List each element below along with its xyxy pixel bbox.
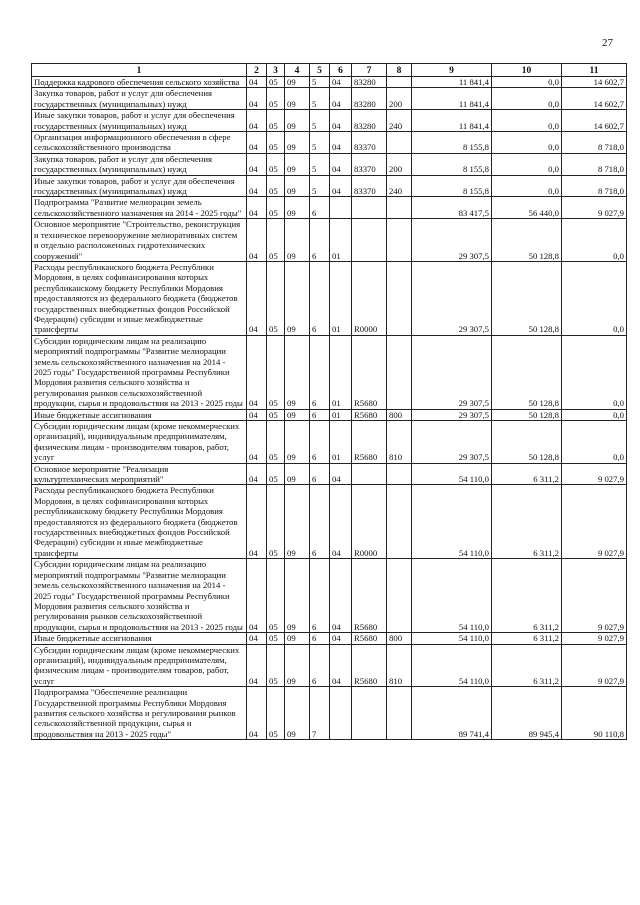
table-row	[32, 644, 627, 687]
code-cell	[387, 485, 412, 559]
amount-cell: 6 311,2	[492, 633, 562, 644]
code-cell: R0000	[352, 261, 387, 335]
code-cell	[352, 219, 387, 262]
column-header: 2	[247, 64, 267, 77]
amount-cell: 14 602,7	[562, 110, 627, 132]
amount-cell: 9 027,9	[562, 559, 627, 633]
code-cell: 6	[310, 633, 330, 644]
code-cell: 83280	[352, 77, 387, 88]
expense-name-cell: Основное мероприятие "Реализация культуртехнических мероприятий"	[32, 463, 247, 485]
code-cell: 6	[310, 219, 330, 262]
code-cell: 09	[285, 687, 310, 740]
budget-table	[31, 63, 627, 740]
table-row	[32, 219, 627, 262]
amount-cell: 50 128,8	[492, 421, 562, 464]
code-cell: 04	[330, 175, 352, 197]
amount-cell: 50 128,8	[492, 335, 562, 409]
code-cell: 04	[247, 335, 267, 409]
table-row	[32, 88, 627, 110]
code-cell	[330, 197, 352, 219]
code-cell: 04	[247, 77, 267, 88]
code-cell: 6	[310, 644, 330, 687]
code-cell: 09	[285, 409, 310, 420]
code-cell: 04	[247, 88, 267, 110]
code-cell: 5	[310, 77, 330, 88]
code-cell: 240	[387, 110, 412, 132]
code-cell	[387, 559, 412, 633]
code-cell: 09	[285, 197, 310, 219]
code-cell	[352, 687, 387, 740]
code-cell: 04	[247, 463, 267, 485]
expense-name-cell: Расходы республиканского бюджета Республики Мордовия, в целях софинансирования которых республиканскому бюджету Республики Мордовия предоставляются из федерального бюджета (бюджетов государственных внебюджетных фондов Российской Федерации) субсидии и иные межбюджетные трансферты	[32, 485, 247, 559]
table-row	[32, 633, 627, 644]
amount-cell: 56 440,0	[492, 197, 562, 219]
amount-cell: 90 110,8	[562, 687, 627, 740]
amount-cell: 29 307,5	[412, 261, 492, 335]
code-cell: 05	[267, 132, 285, 154]
amount-cell: 0,0	[562, 409, 627, 420]
code-cell: 83370	[352, 132, 387, 154]
code-cell: 01	[330, 409, 352, 420]
code-cell: 04	[247, 110, 267, 132]
column-header: 4	[285, 64, 310, 77]
code-cell: 05	[267, 463, 285, 485]
amount-cell: 29 307,5	[412, 219, 492, 262]
amount-cell: 0,0	[492, 77, 562, 88]
table-row	[32, 421, 627, 464]
code-cell: 04	[247, 175, 267, 197]
code-cell: 09	[285, 485, 310, 559]
expense-name-cell: Субсидии юридическим лицам (кроме некоммерческих организаций), индивидуальным предпринимателям, физическим лицам - производителям товаров, работ, услуг	[32, 421, 247, 464]
code-cell	[387, 687, 412, 740]
amount-cell: 54 110,0	[412, 559, 492, 633]
code-cell: 05	[267, 687, 285, 740]
amount-cell: 9 027,9	[562, 463, 627, 485]
code-cell: 09	[285, 559, 310, 633]
code-cell: 04	[247, 197, 267, 219]
amount-cell: 89 741,4	[412, 687, 492, 740]
amount-cell: 8 155,8	[412, 175, 492, 197]
amount-cell: 6 311,2	[492, 485, 562, 559]
expense-name-cell: Иные бюджетные ассигнования	[32, 409, 247, 420]
amount-cell: 6 311,2	[492, 559, 562, 633]
code-cell: 6	[310, 421, 330, 464]
code-cell: 5	[310, 175, 330, 197]
expense-name-cell: Поддержка кадрового обеспечения сельского хозяйства	[32, 77, 247, 88]
code-cell: 200	[387, 153, 412, 175]
code-cell: 05	[267, 559, 285, 633]
amount-cell: 9 027,9	[562, 197, 627, 219]
table-row	[32, 153, 627, 175]
table-row	[32, 132, 627, 154]
code-cell: 800	[387, 633, 412, 644]
code-cell: 04	[247, 219, 267, 262]
amount-cell: 9 027,9	[562, 644, 627, 687]
amount-cell: 29 307,5	[412, 409, 492, 420]
expense-name-cell: Организация информационного обеспечения в сфере сельскохозяйственного производства	[32, 132, 247, 154]
code-cell: 5	[310, 88, 330, 110]
code-cell: 04	[247, 132, 267, 154]
amount-cell: 11 841,4	[412, 110, 492, 132]
code-cell: 01	[330, 261, 352, 335]
amount-cell: 0,0	[562, 335, 627, 409]
expense-name-cell: Иные закупки товаров, работ и услуг для обеспечения государственных (муниципальных) нужд	[32, 175, 247, 197]
code-cell: 04	[247, 409, 267, 420]
amount-cell: 29 307,5	[412, 421, 492, 464]
amount-cell: 6 311,2	[492, 463, 562, 485]
amount-cell: 0,0	[562, 261, 627, 335]
code-cell	[387, 219, 412, 262]
code-cell	[387, 335, 412, 409]
code-cell: R5680	[352, 644, 387, 687]
code-cell: 04	[330, 132, 352, 154]
expense-name-cell: Иные закупки товаров, работ и услуг для обеспечения государственных (муниципальных) нужд	[32, 110, 247, 132]
expense-name-cell: Иные бюджетные ассигнования	[32, 633, 247, 644]
code-cell: R5680	[352, 421, 387, 464]
page-number: 27	[602, 37, 613, 49]
amount-cell: 54 110,0	[412, 633, 492, 644]
amount-cell: 83 417,5	[412, 197, 492, 219]
code-cell: 6	[310, 197, 330, 219]
amount-cell: 50 128,8	[492, 219, 562, 262]
code-cell: 05	[267, 335, 285, 409]
amount-cell: 50 128,8	[492, 261, 562, 335]
expense-name-cell: Субсидии юридическим лицам на реализацию мероприятий подпрограммы "Развитие мелиорации земель сельскохозяйственного назначения на 2014 - 2025 годы" Государственной программы Республики Мордовия развития сельского хозяйства и регулирования рынков сельскохозяйственной продукции, сырья и продовольствия на 2013 - 2025 годы	[32, 335, 247, 409]
table-row	[32, 485, 627, 559]
code-cell	[387, 261, 412, 335]
code-cell: 810	[387, 421, 412, 464]
amount-cell: 0,0	[492, 110, 562, 132]
code-cell: 05	[267, 175, 285, 197]
code-cell: 04	[247, 687, 267, 740]
code-cell: 05	[267, 633, 285, 644]
code-cell: 83280	[352, 110, 387, 132]
code-cell: 83370	[352, 153, 387, 175]
table-row	[32, 77, 627, 88]
code-cell: 09	[285, 644, 310, 687]
amount-cell: 50 128,8	[492, 409, 562, 420]
code-cell	[330, 687, 352, 740]
table-row	[32, 463, 627, 485]
amount-cell: 8 718,0	[562, 132, 627, 154]
code-cell: 04	[247, 485, 267, 559]
code-cell: 5	[310, 132, 330, 154]
code-cell: R5680	[352, 559, 387, 633]
code-cell: 09	[285, 633, 310, 644]
amount-cell: 11 841,4	[412, 77, 492, 88]
code-cell: 04	[330, 110, 352, 132]
amount-cell: 54 110,0	[412, 463, 492, 485]
code-cell: 05	[267, 409, 285, 420]
code-cell: 05	[267, 644, 285, 687]
code-cell: 5	[310, 153, 330, 175]
code-cell	[352, 197, 387, 219]
code-cell: 04	[247, 644, 267, 687]
amount-cell: 89 945,4	[492, 687, 562, 740]
amount-cell: 11 841,4	[412, 88, 492, 110]
code-cell: 01	[330, 219, 352, 262]
code-cell: 04	[330, 485, 352, 559]
code-cell: 05	[267, 77, 285, 88]
table-body	[32, 77, 627, 740]
code-cell: R5680	[352, 335, 387, 409]
amount-cell: 0,0	[562, 219, 627, 262]
table-row	[32, 110, 627, 132]
code-cell: 09	[285, 463, 310, 485]
code-cell: 800	[387, 409, 412, 420]
code-cell: 04	[330, 644, 352, 687]
expense-name-cell: Субсидии юридическим лицам (кроме некоммерческих организаций), индивидуальным предпринимателям, физическим лицам - производителям товаров, работ, услуг	[32, 644, 247, 687]
code-cell: 09	[285, 88, 310, 110]
amount-cell: 54 110,0	[412, 644, 492, 687]
code-cell: 04	[330, 88, 352, 110]
table-row	[32, 559, 627, 633]
table-row	[32, 687, 627, 740]
table-row	[32, 261, 627, 335]
code-cell: 09	[285, 261, 310, 335]
column-header: 1	[32, 64, 247, 77]
code-cell: R5680	[352, 409, 387, 420]
table-row	[32, 197, 627, 219]
code-cell	[387, 197, 412, 219]
table-row	[32, 175, 627, 197]
amount-cell: 9 027,9	[562, 633, 627, 644]
code-cell: 05	[267, 219, 285, 262]
column-header: 6	[330, 64, 352, 77]
code-cell	[387, 132, 412, 154]
code-cell: 6	[310, 409, 330, 420]
column-header: 8	[387, 64, 412, 77]
amount-cell: 14 602,7	[562, 77, 627, 88]
code-cell: 04	[247, 421, 267, 464]
table-header-row	[32, 64, 627, 77]
code-cell	[352, 463, 387, 485]
column-header: 3	[267, 64, 285, 77]
table-row	[32, 409, 627, 420]
column-header: 9	[412, 64, 492, 77]
code-cell: 04	[330, 463, 352, 485]
code-cell: 09	[285, 421, 310, 464]
column-header: 11	[562, 64, 627, 77]
amount-cell: 9 027,9	[562, 485, 627, 559]
code-cell: 05	[267, 110, 285, 132]
code-cell: 240	[387, 175, 412, 197]
code-cell: 810	[387, 644, 412, 687]
code-cell: 04	[247, 261, 267, 335]
code-cell	[387, 463, 412, 485]
amount-cell: 8 155,8	[412, 153, 492, 175]
code-cell: 04	[247, 559, 267, 633]
code-cell: 05	[267, 261, 285, 335]
column-header: 10	[492, 64, 562, 77]
code-cell: 83370	[352, 175, 387, 197]
amount-cell: 8 718,0	[562, 153, 627, 175]
code-cell: 05	[267, 485, 285, 559]
code-cell: 6	[310, 335, 330, 409]
code-cell: 6	[310, 463, 330, 485]
amount-cell: 0,0	[492, 175, 562, 197]
amount-cell: 0,0	[492, 88, 562, 110]
amount-cell: 8 155,8	[412, 132, 492, 154]
code-cell: R5680	[352, 633, 387, 644]
code-cell: 04	[330, 559, 352, 633]
column-header: 5	[310, 64, 330, 77]
amount-cell: 14 602,7	[562, 88, 627, 110]
amount-cell: 54 110,0	[412, 485, 492, 559]
code-cell: 09	[285, 132, 310, 154]
code-cell: 05	[267, 153, 285, 175]
code-cell: 6	[310, 559, 330, 633]
code-cell: 09	[285, 335, 310, 409]
expense-name-cell: Расходы республиканского бюджета Республики Мордовия, в целях софинансирования которых республиканскому бюджету Республики Мордовия предоставляются из федерального бюджета (бюджетов государственных внебюджетных фондов Российской Федерации) субсидии и иные межбюджетные трансферты	[32, 261, 247, 335]
code-cell: 5	[310, 110, 330, 132]
code-cell: 09	[285, 219, 310, 262]
expense-name-cell: Закупка товаров, работ и услуг для обеспечения государственных (муниципальных) нужд	[32, 153, 247, 175]
amount-cell: 0,0	[562, 421, 627, 464]
amount-cell: 29 307,5	[412, 335, 492, 409]
code-cell: 04	[330, 153, 352, 175]
code-cell: 04	[247, 153, 267, 175]
expense-name-cell: Субсидии юридическим лицам на реализацию мероприятий подпрограммы "Развитие мелиорации земель сельскохозяйственного назначения на 2014 - 2025 годы" Государственной программы Республики Мордовия развития сельского хозяйства и регулирования рынков сельскохозяйственной продукции, сырья и продовольствия на 2013 - 2025 годы	[32, 559, 247, 633]
code-cell: 05	[267, 421, 285, 464]
code-cell: R0000	[352, 485, 387, 559]
amount-cell: 0,0	[492, 153, 562, 175]
expense-name-cell: Основное мероприятие "Строительство, реконструкция и техническое перевооружение мелиоративных систем и отдельно расположенных гидротехнических сооружений"	[32, 219, 247, 262]
code-cell: 04	[330, 77, 352, 88]
column-header: 7	[352, 64, 387, 77]
amount-cell: 8 718,0	[562, 175, 627, 197]
expense-name-cell: Подпрограмма "Обеспечение реализации Государственной программы Республики Мордовия развития сельского хозяйства и регулирования рынков сельскохозяйственной продукции, сырья и продовольствия на 2013 - 2025 годы"	[32, 687, 247, 740]
expense-name-cell: Подпрограмма "Развитие мелиорации земель сельскохозяйственного назначения на 2014 - 2025 годы"	[32, 197, 247, 219]
code-cell: 09	[285, 77, 310, 88]
code-cell	[387, 77, 412, 88]
code-cell: 6	[310, 261, 330, 335]
code-cell: 09	[285, 153, 310, 175]
code-cell: 09	[285, 175, 310, 197]
code-cell: 04	[330, 633, 352, 644]
code-cell: 01	[330, 335, 352, 409]
code-cell: 200	[387, 88, 412, 110]
code-cell: 6	[310, 485, 330, 559]
table-row	[32, 335, 627, 409]
code-cell: 04	[247, 633, 267, 644]
code-cell: 09	[285, 110, 310, 132]
code-cell: 01	[330, 421, 352, 464]
amount-cell: 6 311,2	[492, 644, 562, 687]
code-cell: 05	[267, 88, 285, 110]
expense-name-cell: Закупка товаров, работ и услуг для обеспечения государственных (муниципальных) нужд	[32, 88, 247, 110]
amount-cell: 0,0	[492, 132, 562, 154]
code-cell: 7	[310, 687, 330, 740]
code-cell: 05	[267, 197, 285, 219]
code-cell: 83280	[352, 88, 387, 110]
